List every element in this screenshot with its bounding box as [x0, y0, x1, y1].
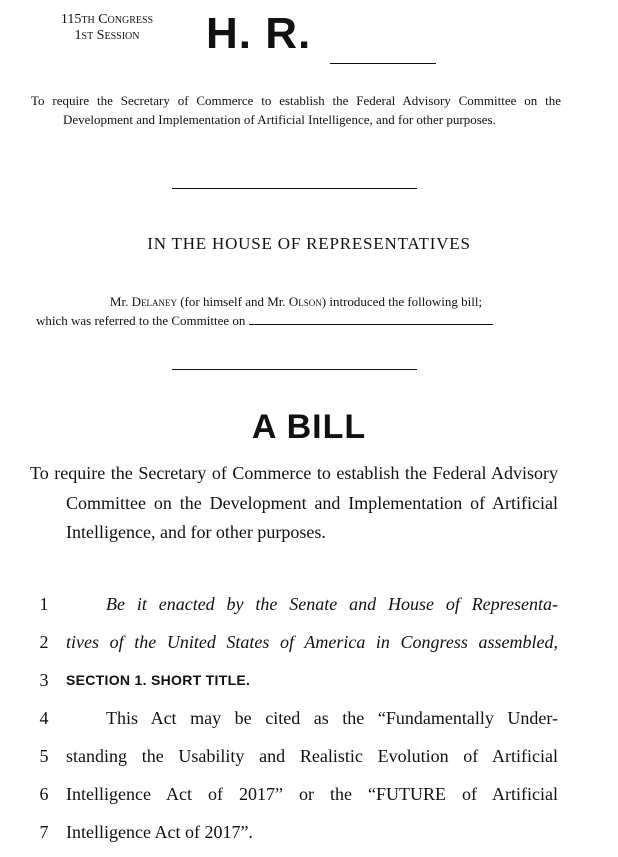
long-title-text: To require the Secretary of Commerce to establish the Federal Advisory Committee on the Development and Implementation of Artificial Intelligence, and for other purposes.: [30, 463, 558, 542]
line-text: tives of the United States of America in Congress assembled,: [66, 632, 558, 652]
line-number: 5: [39, 746, 49, 766]
sponsor-name: Delaney: [131, 294, 177, 309]
referral-text: which was referred to the Committee on: [36, 313, 246, 328]
short-title: [31, 91, 561, 129]
intro-middle: (for himself and Mr.: [180, 294, 286, 309]
divider-bottom: [172, 369, 417, 370]
cosponsor-name: Olson: [288, 294, 322, 309]
committee-blank: [249, 324, 493, 325]
line-text: This Act may be cited as the “Fundamentally Under-: [106, 708, 558, 728]
line-text: Intelligence Act of 2017” or the “FUTURE of Artificial: [66, 784, 558, 804]
chamber-heading: IN THE HOUSE OF REPRESENTATIVES: [147, 234, 471, 253]
introduction: [36, 292, 556, 330]
introduction-line: [36, 292, 556, 311]
divider-top: [172, 188, 417, 189]
referral-line: [36, 311, 556, 330]
bill-designation: H. R.: [206, 9, 312, 58]
congress-number: 115th Congress: [60, 12, 154, 27]
bill-line: [0, 742, 618, 780]
bill-line: [0, 666, 618, 704]
session-number: 1st Session: [74, 28, 140, 43]
line-number: 6: [39, 784, 49, 804]
short-title-text: To require the Secretary of Commerce to establish the Federal Advisory Committee on the Development and Implementation of Artificial Intelligence, and for other purposes.: [31, 93, 561, 127]
bill-line: [0, 628, 618, 666]
line-text: Intelligence Act of 2017”.: [66, 822, 253, 842]
intro-suffix: ) introduced the following bill;: [321, 294, 483, 309]
line-number: 2: [39, 632, 49, 652]
congress-session-label: [32, 12, 182, 44]
line-number: 7: [39, 822, 49, 842]
long-title: [30, 459, 558, 548]
bill-line: [0, 590, 618, 628]
intro-prefix: Mr.: [109, 294, 129, 309]
bill-line: [0, 780, 618, 818]
line-text: Be it enacted by the Senate and House of Representa-: [106, 594, 558, 614]
bill-line: [0, 704, 618, 742]
line-text: standing the Usability and Realistic Evolution of Artificial: [66, 746, 558, 766]
line-number: 3: [39, 670, 49, 690]
line-number: 4: [39, 708, 49, 728]
line-number: 1: [39, 594, 49, 614]
bill-heading: A BILL: [251, 408, 367, 446]
bill-line: [0, 818, 618, 856]
section-heading: SECTION 1. SHORT TITLE.: [66, 672, 251, 688]
bill-body: [0, 590, 618, 856]
bill-number-blank: [330, 63, 436, 64]
